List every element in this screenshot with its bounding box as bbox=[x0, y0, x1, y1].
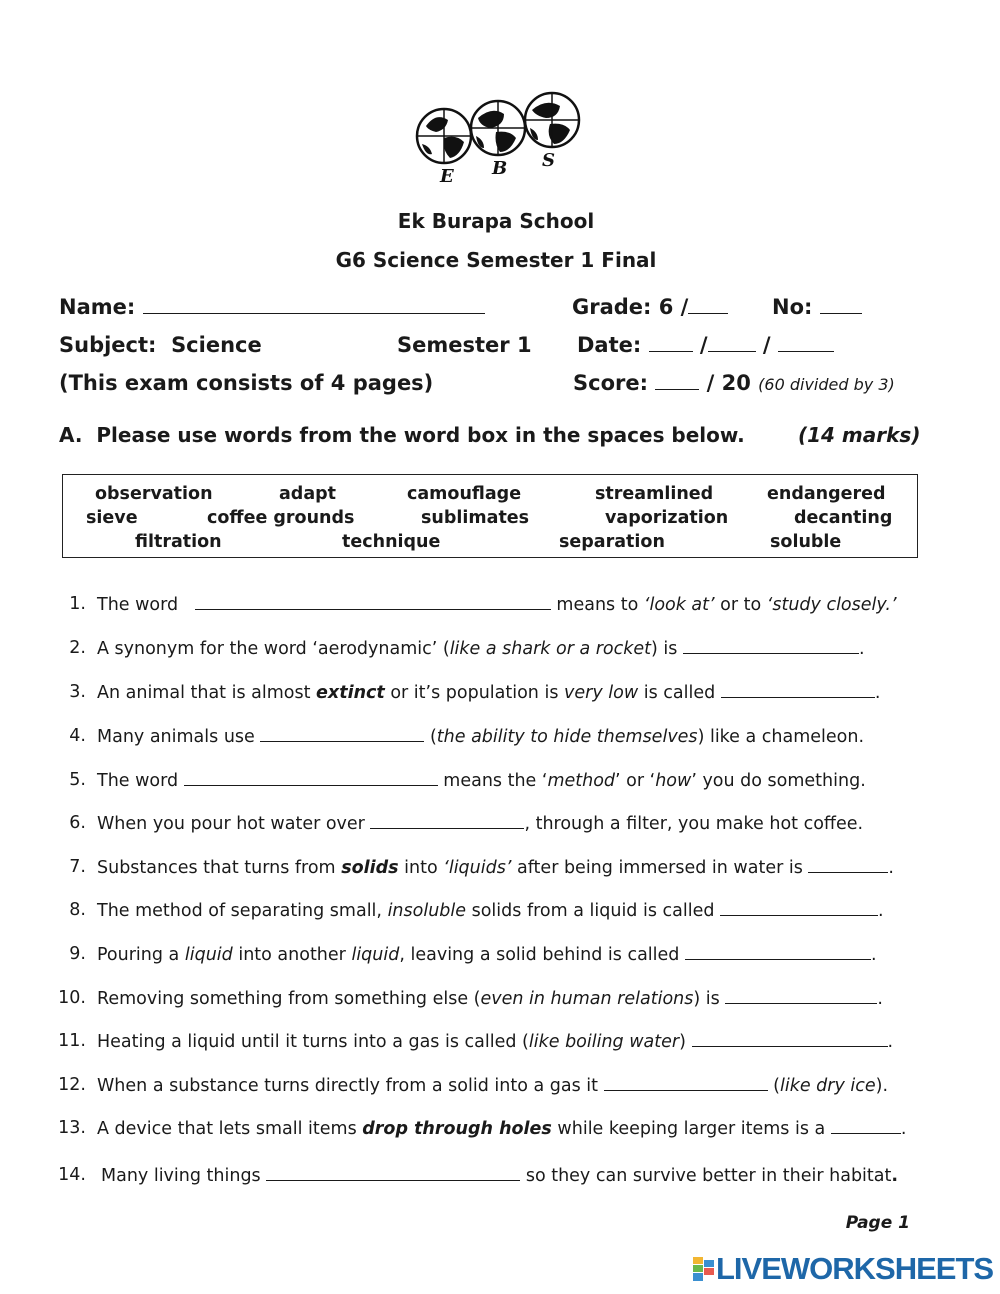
question-text: Pouring a liquid into another liquid, leaving a solid behind is called . bbox=[97, 945, 877, 965]
answer-blank[interactable] bbox=[370, 813, 524, 829]
word-item: streamlined bbox=[595, 484, 714, 504]
word-box bbox=[62, 474, 918, 558]
answer-blank[interactable] bbox=[266, 1165, 520, 1181]
answer-blank[interactable] bbox=[685, 944, 871, 960]
liveworksheets-logo-icon bbox=[692, 1256, 716, 1282]
liveworksheets-text: LIVEWORKSHEETS bbox=[716, 1251, 994, 1286]
answer-blank[interactable] bbox=[195, 594, 551, 610]
answer-blank[interactable] bbox=[831, 1118, 901, 1134]
question-number: 4. bbox=[69, 726, 86, 746]
section-marks: (14 marks) bbox=[798, 423, 921, 447]
number-row bbox=[772, 295, 862, 319]
answer-blank[interactable] bbox=[184, 770, 438, 786]
word-item: sublimates bbox=[421, 508, 530, 528]
grade-blank[interactable] bbox=[688, 295, 728, 314]
grade-row bbox=[572, 295, 728, 319]
answer-blank[interactable] bbox=[808, 857, 888, 873]
name-blank[interactable] bbox=[143, 295, 485, 314]
question-number: 3. bbox=[69, 682, 86, 702]
answer-blank[interactable] bbox=[725, 988, 877, 1004]
question-number: 7. bbox=[69, 857, 86, 877]
subject-value: Science bbox=[171, 333, 262, 357]
logo-letter-e: E bbox=[440, 166, 454, 187]
school-name: Ek Burapa School bbox=[397, 209, 595, 233]
score-blank[interactable] bbox=[655, 371, 699, 390]
date-separator: / bbox=[762, 333, 771, 357]
name-row bbox=[59, 295, 485, 319]
question-text: An animal that is almost extinct or it’s population is very low is called . bbox=[97, 683, 881, 703]
word-item: filtration bbox=[135, 532, 222, 552]
question-number: 12. bbox=[58, 1075, 86, 1095]
subject-row bbox=[59, 333, 262, 357]
word-item: separation bbox=[559, 532, 665, 552]
question-number: 9. bbox=[69, 944, 86, 964]
exam-title: G6 Science Semester 1 Final bbox=[335, 248, 657, 272]
semester-label: Semester 1 bbox=[397, 333, 532, 357]
globe-icon bbox=[417, 109, 471, 163]
question-number: 10. bbox=[58, 988, 86, 1008]
word-item: adapt bbox=[279, 484, 337, 504]
date-separator: / bbox=[699, 333, 708, 357]
logo-letter-s: S bbox=[542, 150, 555, 171]
question-number: 5. bbox=[69, 770, 86, 790]
question-text: Substances that turns from solids into ‘liquids’ after being immersed in water is . bbox=[97, 858, 894, 878]
question-number: 11. bbox=[58, 1031, 86, 1051]
subject-label: Subject: bbox=[59, 333, 157, 357]
question-number: 13. bbox=[58, 1118, 86, 1138]
logo-letter-b: B bbox=[492, 158, 508, 179]
question-text: When a substance turns directly from a solid into a gas it (like dry ice). bbox=[97, 1076, 889, 1096]
question-number: 2. bbox=[69, 638, 86, 658]
grade-label: Grade: 6 / bbox=[572, 295, 689, 319]
page-number: Page 1 bbox=[845, 1213, 910, 1233]
question-text: When you pour hot water over , through a filter, you make hot coffee. bbox=[97, 814, 864, 834]
answer-blank[interactable] bbox=[683, 638, 859, 654]
answer-blank[interactable] bbox=[604, 1075, 768, 1091]
question-number: 14. bbox=[58, 1165, 86, 1185]
question-text: The word means to ‘look at’ or to ‘study closely.’ bbox=[97, 595, 897, 615]
score-total: / 20 bbox=[706, 371, 751, 395]
answer-blank[interactable] bbox=[720, 900, 878, 916]
word-item: vaporization bbox=[605, 508, 729, 528]
globe-icon bbox=[471, 101, 525, 155]
section-letter: A. bbox=[59, 423, 83, 447]
date-month-blank[interactable] bbox=[708, 333, 756, 352]
word-item: camouflage bbox=[407, 484, 522, 504]
question-text: A device that lets small items drop through holes while keeping larger items is a . bbox=[97, 1119, 907, 1139]
word-item: coffee grounds bbox=[207, 508, 355, 528]
question-text: Many living things so they can survive better in their habitat. bbox=[101, 1166, 899, 1186]
pages-note: (This exam consists of 4 pages) bbox=[59, 371, 434, 395]
date-year-blank[interactable] bbox=[778, 333, 834, 352]
question-text: The word means the ‘method’ or ‘how’ you do something. bbox=[97, 771, 866, 791]
name-label: Name: bbox=[59, 295, 136, 319]
school-logo bbox=[412, 88, 590, 190]
question-text: Many animals use (the ability to hide themselves) like a chameleon. bbox=[97, 727, 865, 747]
score-note: (60 divided by 3) bbox=[758, 375, 895, 394]
word-item: soluble bbox=[770, 532, 842, 552]
score-label: Score: bbox=[573, 371, 648, 395]
word-item: decanting bbox=[794, 508, 893, 528]
date-label: Date: bbox=[577, 333, 642, 357]
section-a-heading bbox=[59, 423, 745, 447]
question-number: 6. bbox=[69, 813, 86, 833]
date-day-blank[interactable] bbox=[649, 333, 693, 352]
question-number: 1. bbox=[69, 594, 86, 614]
word-item: endangered bbox=[767, 484, 886, 504]
number-blank[interactable] bbox=[820, 295, 862, 314]
question-text: The method of separating small, insoluble solids from a liquid is called . bbox=[97, 901, 884, 921]
number-label: No: bbox=[772, 295, 813, 319]
section-instruction: Please use words from the word box in the spaces below. bbox=[96, 423, 745, 447]
question-number: 8. bbox=[69, 900, 86, 920]
question-text: A synonym for the word ‘aerodynamic’ (like a shark or a rocket) is . bbox=[97, 639, 865, 659]
word-item: observation bbox=[95, 484, 213, 504]
question-text: Heating a liquid until it turns into a gas is called (like boiling water) . bbox=[97, 1032, 894, 1052]
answer-blank[interactable] bbox=[692, 1031, 888, 1047]
score-row bbox=[573, 371, 895, 395]
answer-blank[interactable] bbox=[721, 682, 875, 698]
question-text: Removing something from something else (even in human relations) is . bbox=[97, 989, 883, 1009]
word-item: sieve bbox=[86, 508, 138, 528]
answer-blank[interactable] bbox=[260, 726, 424, 742]
date-row bbox=[577, 333, 834, 357]
globe-icon bbox=[525, 93, 579, 147]
word-item: technique bbox=[342, 532, 441, 552]
